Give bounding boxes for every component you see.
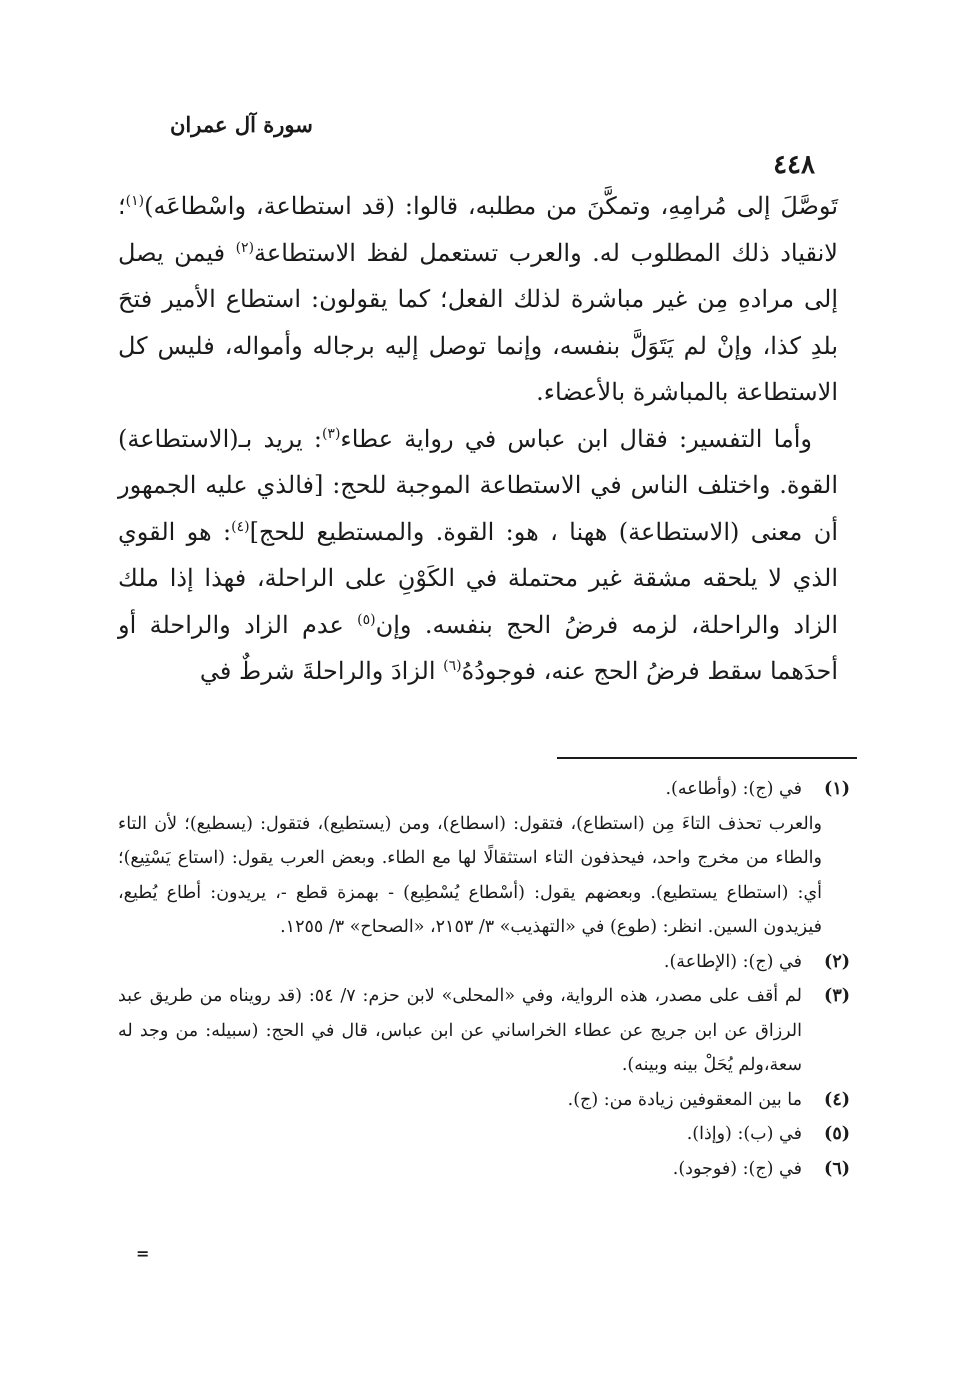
footnote-3 [118, 979, 850, 1083]
footnote-text: في (ج): (فوجود). [672, 1158, 802, 1179]
footnote-5 [118, 1117, 850, 1152]
footnote-ref-3[interactable]: (٣) [321, 425, 341, 442]
text-span: فيمن يصل إلى مرادهِ مِن غير مباشرة لذلك الفعل؛ كما يقولون: استطاع الأمير فتحَ بلدِ كذا، وإنْ لم يَتَوَلَّ بنفسه، وإنما توصل إليه برجاله وأمواله، فليس كل الاستطاعة بالمباشرة بالأعضاء. [118, 238, 838, 406]
continuation-marker: = [136, 1244, 150, 1263]
text-span: وأما التفسير: فقال ابن عباس في رواية عطاء [340, 424, 812, 453]
footnote-1 [118, 772, 850, 807]
footnote-number: (٥) [824, 1124, 850, 1144]
footnote-text: لم أقف على مصدر، هذه الرواية، وفي «المحلى» لابن حزم: ٧/ ٥٤: (قد رويناه من طريق عبد الرزاق عن ابن جريج عن عطاء الخراساني عن ابن عباس، قال في الحج: (سبيله: من وجد له سعة،ولم يُحَلْ بينه وبينه). [118, 986, 802, 1075]
footnote-text: في (ج): (الإطاعة). [663, 951, 802, 972]
paragraph-2 [118, 416, 838, 695]
footnote-number: (٤) [824, 1089, 850, 1110]
text-span: تَوصَّلَ إلى مُرامِهِ، وتمكَّنَ من مطلبه، قالوا: (قد استطاعة، واسْطاعَه) [144, 192, 838, 220]
footnote-4 [118, 1083, 850, 1118]
footnote-number: (٣) [824, 986, 850, 1006]
footnote-ref-5[interactable]: (٥) [357, 611, 376, 628]
footnote-text: في (ب): (وإذا). [686, 1124, 802, 1144]
footnote-ref-1[interactable]: (١) [125, 193, 145, 209]
main-text [118, 183, 838, 695]
footnote-ref-4[interactable]: (٤) [231, 518, 250, 535]
text-span: عدم الزاد والراحلة أو أحدَهما سقط فرضُ الحج عنه، فوجودُهُ [118, 610, 838, 685]
footnote-text: في (ج): (وأطاعه). [665, 779, 802, 799]
footnote-6 [118, 1152, 850, 1187]
footnote-number: (٢) [824, 951, 850, 972]
running-header-title: سورة آل عمران [170, 112, 313, 137]
text-span: : يريد بـ(الاستطاعة) القوة. واختلف الناس في الاستطاعة الموجبة للحج: [فالذي عليه الجمهور أن معنى (الاستطاعة) ههنا ، هو: القوة. والمستطيع للحج] [118, 424, 839, 546]
footnote-separator [557, 757, 857, 759]
footnote-2 [118, 945, 850, 980]
text-span: : هو القوي الذي لا يلحقه مشقة غير محتملة في الكَوْنِ على الراحلة، فهذا إذا ملك الزاد والراحلة، لزمه فرضُ الحج بنفسه. وإن [118, 517, 838, 639]
footnote-number: (٦) [824, 1158, 850, 1179]
page-number: ٤٤٨ [773, 150, 815, 180]
text-span: لانقياد ذلك المطلوب له. والعرب تستعمل لفظ الاستطاعة [254, 238, 838, 267]
footnote-ref-6[interactable]: (٦) [443, 658, 462, 674]
text-span: ؛ [118, 192, 126, 220]
footnote-number: (١) [824, 779, 850, 799]
footnote-text: ما بين المعقوفين زيادة من: (ج). [567, 1089, 802, 1110]
footnote-ref-2[interactable]: (٢) [235, 239, 255, 256]
footnotes [118, 772, 850, 1186]
text-span: الزادَ والراحلةَ شرطٌ في [199, 657, 444, 685]
footnote-1-continuation: والعرب تحذف التاءَ مِن (استطاع)، فتقول: (اسطاع)، ومن (يستطيع)، فتقول: (يسطيع)؛ لأن التاء والطاء من مخرج واحد، فيحذفون التاء استثقالًا لها مع الطاء. وبعض العرب يقول: (استاع يَسْتِيع)؛ أي: (استطاع يستطيع). وبعضهم يقول: (أسْطاع يُسْطِيع) - بهمزة قطع -، يريدون: أطاع يُطيع، فيزيدون السين. انظر: (طوع) في «التهذيب» ٣/ ٢١٥٣، «الصحاح» ٣/ ١٢٥٥. [118, 813, 822, 937]
paragraph-1 [118, 183, 838, 416]
